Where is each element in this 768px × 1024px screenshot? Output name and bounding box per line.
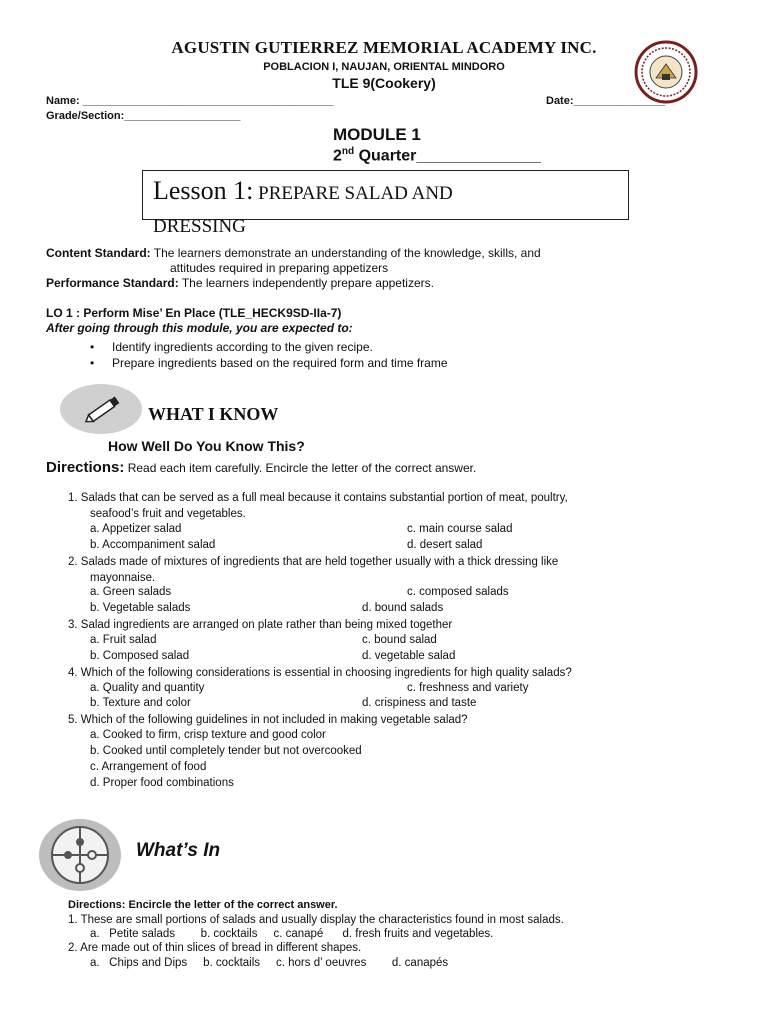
puzzle-icon — [38, 818, 122, 892]
q5-option-d: d. Proper food combinations — [90, 777, 234, 789]
q2-option-d: d. bound salads — [362, 602, 444, 614]
objective-list — [90, 339, 448, 371]
whats-in-directions: Directions: Encircle the letter of the correct answer. — [68, 899, 338, 911]
q5-option-b: b. Cooked until completely tender but not overcooked — [90, 745, 362, 757]
question-3: 3. Salad ingredients are arranged on plate rather than being mixed together — [68, 619, 453, 631]
question-2: 2. Salads made of mixtures of ingredients that are held together usually with a thick dressing like mayonnaise. — [68, 556, 559, 584]
pencil-icon — [82, 394, 126, 424]
lesson-title: PREPARE SALAD AND — [253, 183, 453, 204]
q1-option-c: c. main course salad — [407, 523, 513, 535]
whats-in-heading: What’s In — [136, 840, 221, 861]
q3-option-d: d. vegetable salad — [362, 650, 456, 662]
q3-option-a: a. Fruit salad — [90, 634, 157, 646]
list-item: • Identify ingredients according to the given recipe. — [90, 339, 448, 355]
whats-in-q1-options: a. Petite salads b. cocktails c. canapé d. fresh fruits and vegetables. — [90, 928, 494, 940]
what-i-know-heading: WHAT I KNOW — [148, 404, 279, 424]
whats-in-question-1: 1. These are small portions of salads and usually display the characteristics found in most salads. — [68, 914, 564, 926]
question-5: 5. Which of the following guidelines in not included in making vegetable salad? — [68, 714, 468, 726]
name-field: Name: _________________________________________ — [46, 95, 334, 107]
q2-option-a: a. Green salads — [90, 586, 172, 598]
learning-objective: LO 1 : Perform Mise’ En Place (TLE_HECK9SD-IIa-7) — [46, 306, 342, 320]
list-item: • Prepare ingredients based on the required form and time frame — [90, 355, 448, 371]
lesson-number: Lesson 1: — [153, 176, 254, 205]
school-name: AGUSTIN GUTIERREZ MEMORIAL ACADEMY INC. — [171, 38, 597, 57]
q2-option-c: c. composed salads — [407, 586, 509, 598]
question-4: 4. Which of the following considerations is essential in choosing ingredients for high quality salads? — [68, 667, 572, 679]
what-i-know-directions: Directions: Read each item carefully. Encircle the letter of the correct answer. — [46, 459, 477, 476]
q5-option-c: c. Arrangement of food — [90, 761, 207, 773]
q1-option-b: b. Accompaniment salad — [90, 539, 216, 551]
q2-option-b: b. Vegetable salads — [90, 602, 191, 614]
q3-option-b: b. Composed salad — [90, 650, 190, 662]
q1-option-d: d. desert salad — [407, 539, 483, 551]
quarter-title: 2nd Quarter______________ — [333, 146, 541, 165]
q4-option-b: b. Texture and color — [90, 697, 191, 709]
q5-option-a: a. Cooked to firm, crisp texture and good color — [90, 729, 326, 741]
date-field: Date:_______________ — [546, 95, 666, 107]
lesson-title-overflow: DRESSING — [153, 216, 246, 237]
subject-title: TLE 9(Cookery) — [332, 75, 436, 91]
module-title: MODULE 1 — [333, 125, 421, 144]
module-expectation: After going through this module, you are expected to: — [46, 321, 353, 335]
q4-option-c: c. freshness and variety — [407, 682, 529, 694]
q4-option-a: a. Quality and quantity — [90, 682, 205, 694]
content-standard: Content Standard: The learners demonstrate an understanding of the knowledge, skills, and attitudes required in preparing appetizers — [46, 246, 541, 275]
grade-section-field: Grade/Section:___________________ — [46, 110, 241, 122]
q1-option-a: a. Appetizer salad — [90, 523, 182, 535]
whats-in-q2-options: a. Chips and Dips b. cocktails c. hors d’ oeuvres d. canapés — [90, 957, 449, 969]
performance-standard: Performance Standard: The learners independently prepare appetizers. — [46, 276, 434, 290]
what-i-know-subheading: How Well Do You Know This? — [108, 438, 305, 454]
school-address: POBLACION I, NAUJAN, ORIENTAL MINDORO — [263, 61, 505, 73]
whats-in-question-2: 2. Are made out of thin slices of bread in different shapes. — [68, 942, 362, 954]
q3-option-c: c. bound salad — [362, 634, 437, 646]
question-1: 1. Salads that can be served as a full meal because it contains substantial portion of meat, poultry, seafood’s fruit and vegetables. — [68, 492, 568, 520]
lesson-title-box — [142, 170, 629, 237]
q4-option-d: d. crispiness and taste — [362, 697, 477, 709]
